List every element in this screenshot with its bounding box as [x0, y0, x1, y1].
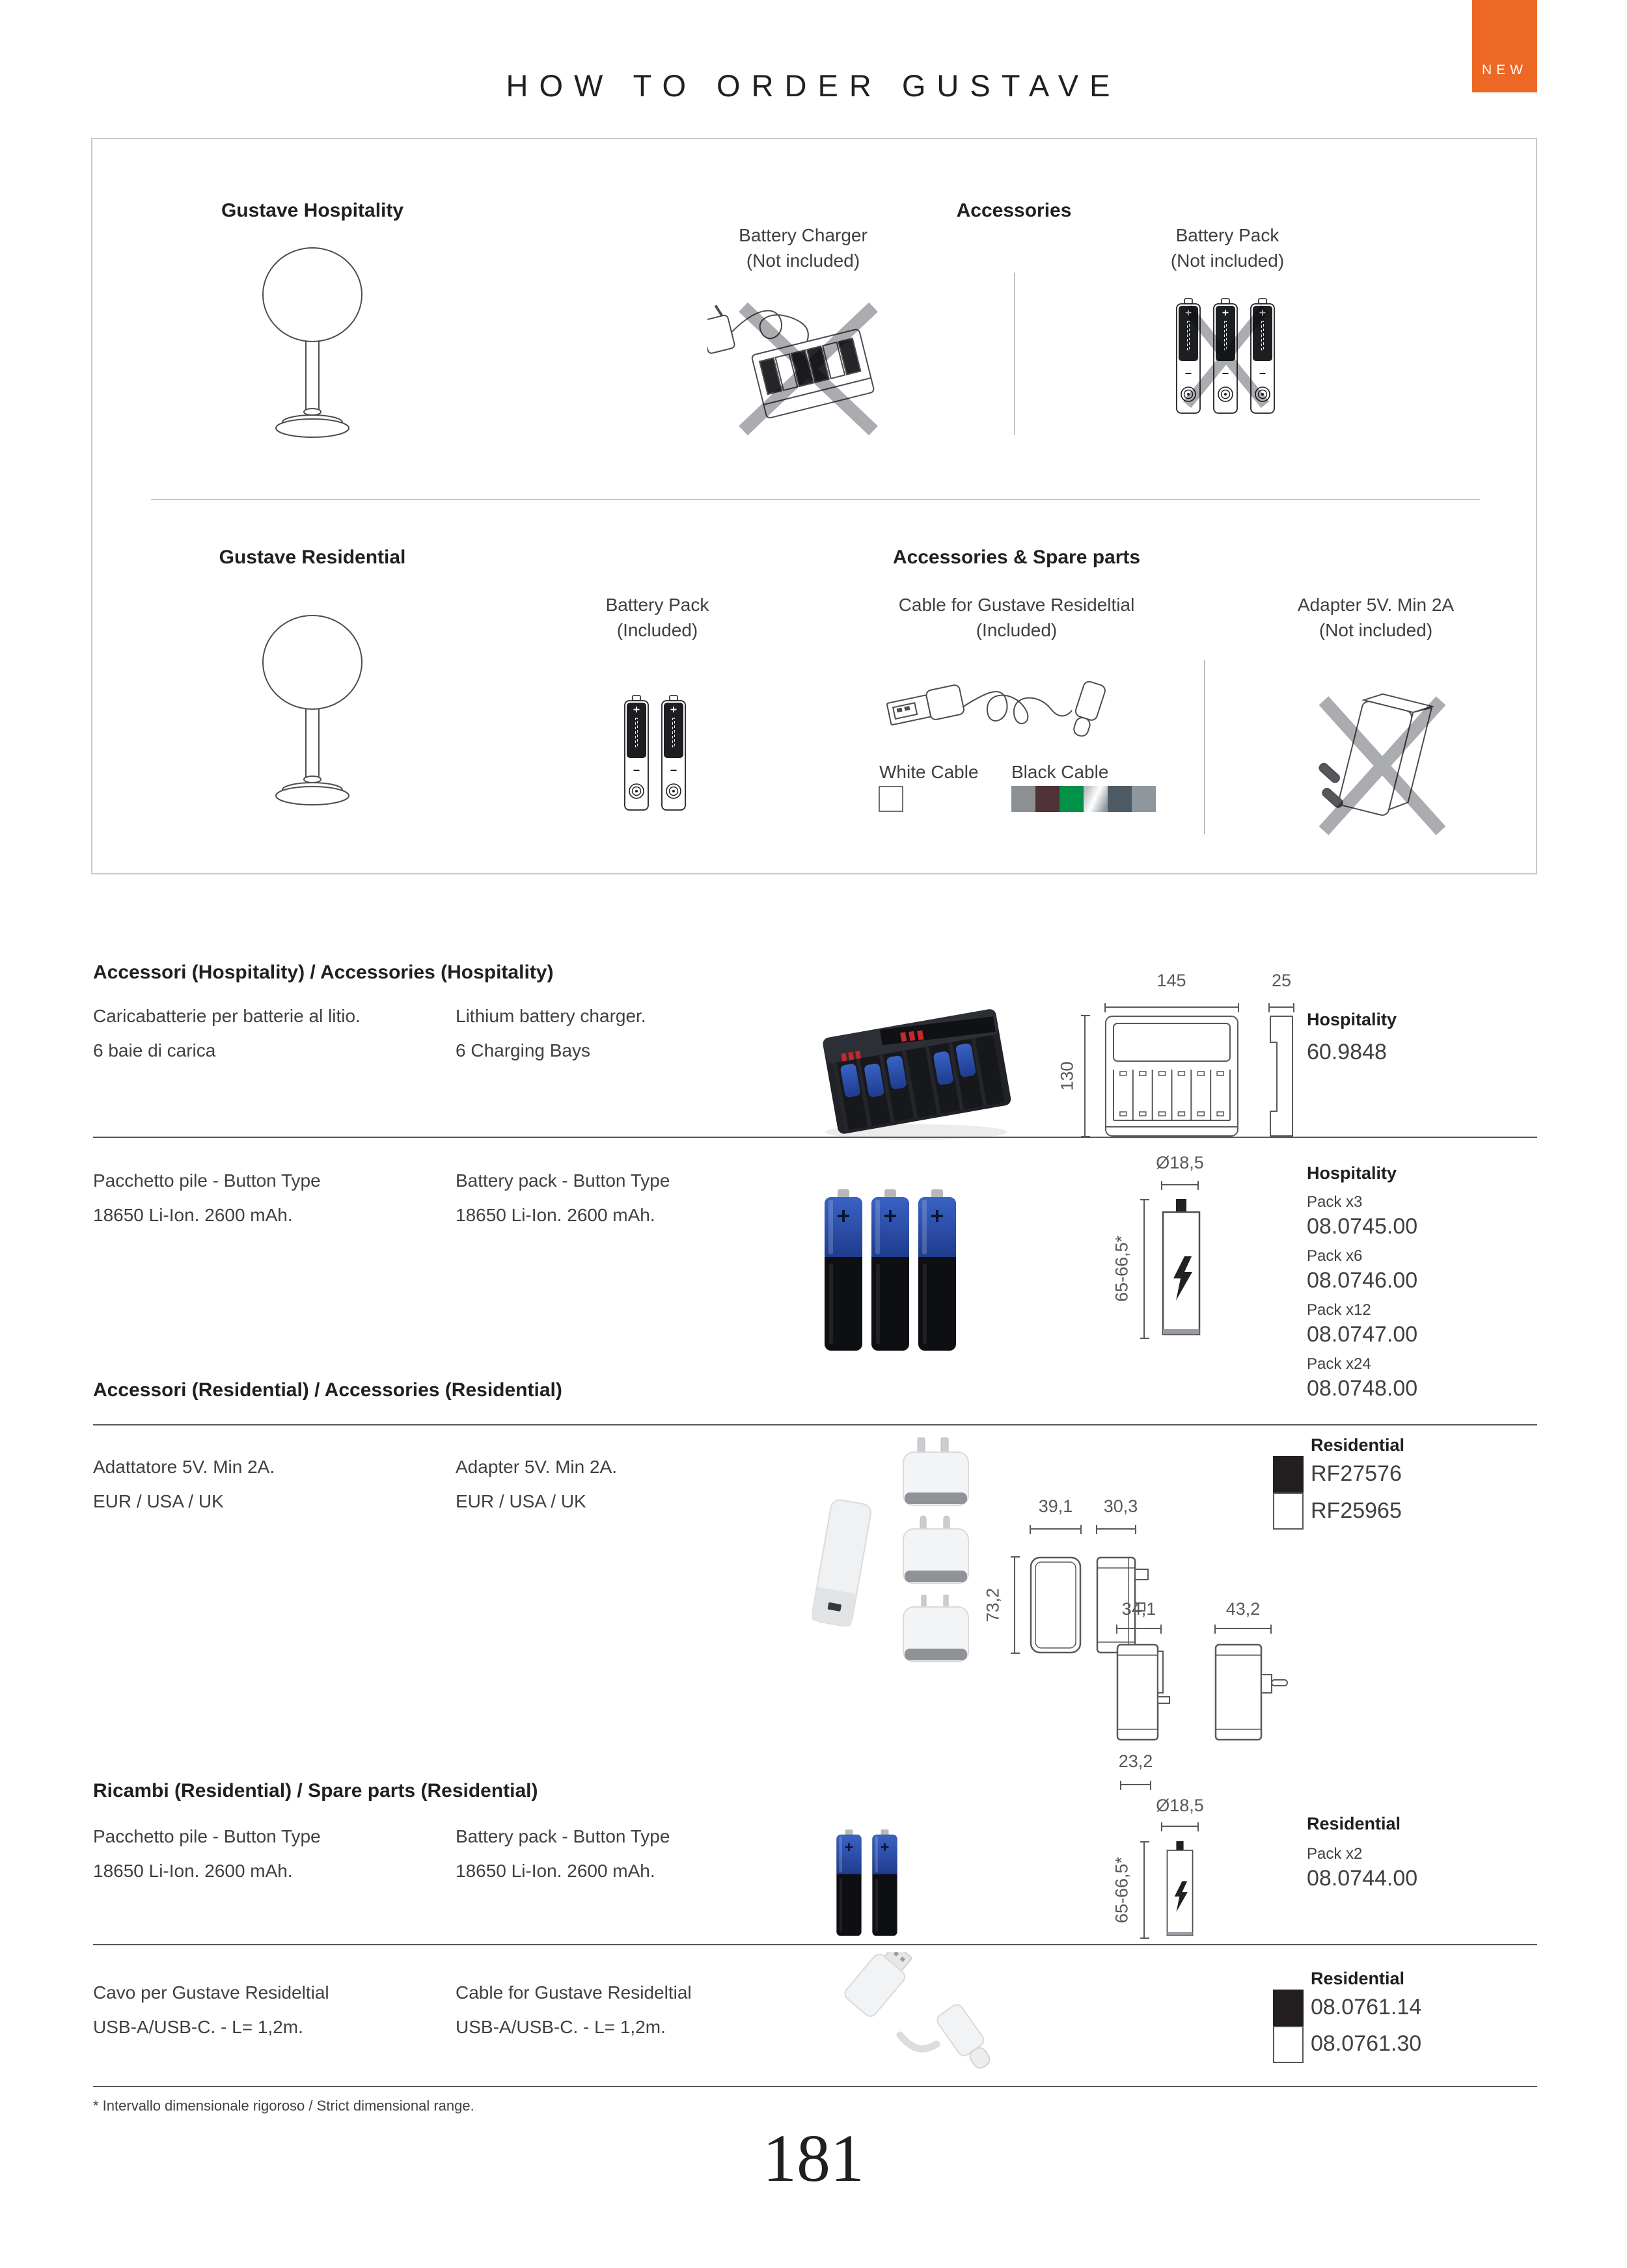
spare-battery-height-dimline	[1143, 1841, 1145, 1939]
battery-pack-na-drawing	[1173, 294, 1280, 418]
adapter-black-swatch	[1273, 1456, 1304, 1492]
spare-battery-diameter-dimline	[1161, 1826, 1199, 1827]
adapter-caption-note: (Not included)	[1319, 620, 1433, 640]
spare-battery-brand-label: Residential	[1307, 1814, 1401, 1833]
charger-photo	[809, 984, 1024, 1150]
adapter-row-english: Adapter 5V. Min 2A. EUR / USA / UK	[456, 1457, 618, 1511]
adapter-us-depth-dimline	[1120, 1784, 1151, 1785]
pack-x2-code: 08.0744.00	[1307, 1866, 1418, 1891]
adapter-us-width-dimline	[1116, 1628, 1162, 1629]
pack-x2-label: Pack x2	[1307, 1845, 1363, 1863]
adapter-us-depth-dim: 23,2	[1118, 1751, 1153, 1771]
pack-x12-label: Pack x12	[1307, 1301, 1371, 1319]
adapter-white-code: RF25965	[1311, 1498, 1402, 1523]
adapter-front-width-dimline	[1030, 1528, 1082, 1530]
black-cable-label: Black Cable	[1011, 762, 1109, 782]
charger-height-dimline	[1084, 1015, 1086, 1137]
cable-white-code: 08.0761.30	[1311, 2031, 1422, 2056]
adapter-front-width-dim: 39,1	[1038, 1496, 1073, 1516]
usb-cable-drawing	[883, 652, 1156, 763]
cable-caption	[899, 592, 1135, 643]
battery-height-dim: 65-66,5*	[1112, 1235, 1132, 1303]
adapter-drawing	[1285, 675, 1460, 844]
cable-caption-note: (Included)	[976, 620, 1058, 640]
battery-pack-photo-x3	[823, 1189, 957, 1352]
pack-x12-code: 08.0747.00	[1307, 1322, 1418, 1347]
battery-pack-na-caption	[1171, 223, 1284, 273]
pack-x24-code: 08.0748.00	[1307, 1376, 1418, 1401]
overview-residential-title: Gustave Residential	[219, 547, 406, 568]
adapter-black-code: RF27576	[1311, 1461, 1402, 1486]
adapter-eu-width-dimline	[1214, 1628, 1272, 1629]
charger-code: 60.9848	[1307, 1040, 1387, 1064]
adapter-photo	[806, 1437, 988, 1684]
charger-height-dim: 130	[1057, 1061, 1077, 1091]
footnote-separator	[93, 2086, 1537, 2087]
cable-white-swatch	[1273, 2026, 1304, 2063]
battery-pack-inc-caption	[606, 592, 709, 643]
row-separator	[93, 1137, 1537, 1138]
charger-depth-dim: 25	[1271, 971, 1292, 990]
adapter-front-view	[1030, 1556, 1082, 1654]
adapter-caption-name: Adapter 5V. Min 2A	[1297, 595, 1455, 615]
overview-box	[91, 138, 1537, 874]
cable-black-swatch	[1273, 1990, 1304, 2026]
charger-caption	[739, 223, 868, 273]
battery-pack-photo-x2	[836, 1829, 901, 1937]
footnote: * Intervallo dimensionale rigoroso / Strict dimensional range.	[93, 2098, 474, 2114]
charger-depth-dimline	[1268, 1006, 1294, 1008]
white-cable-label: White Cable	[879, 762, 979, 782]
black-cable-swatch	[1011, 786, 1156, 812]
adapter-eu-side-view	[1214, 1643, 1289, 1741]
new-badge: NEW	[1472, 0, 1537, 92]
adapter-us-width-dim: 34,1	[1121, 1599, 1156, 1619]
spare-battery-row-italian: Pacchetto pile - Button Type 18650 Li-Ion. 2600 mAh.	[93, 1826, 321, 1881]
page-title: HOW TO ORDER GUSTAVE	[506, 68, 1121, 103]
cable-photo	[809, 1952, 1024, 2079]
overview-mid-rule	[151, 499, 1480, 500]
adapter-height-dim: 73,2	[983, 1587, 1003, 1623]
overview-accessories-title: Accessories	[956, 200, 1072, 221]
adapter-brand-label: Residential	[1311, 1435, 1405, 1455]
charger-width-dimline	[1104, 1006, 1239, 1008]
overview-upper-divider	[1014, 273, 1015, 435]
adapter-row-italian: Adattatore 5V. Min 2A. EUR / USA / UK	[93, 1457, 275, 1511]
spare-battery-technical-drawing	[1163, 1841, 1197, 1939]
adapter-white-swatch	[1273, 1492, 1304, 1530]
spare-battery-diameter-dim: Ø18,5	[1156, 1796, 1204, 1815]
pack-x3-label: Pack x3	[1307, 1193, 1363, 1211]
row-separator	[93, 1424, 1537, 1425]
battery-pack-na-name: Battery Pack	[1175, 225, 1279, 245]
adapter-side-width-dim: 30,3	[1103, 1496, 1138, 1516]
overview-hospitality-title: Gustave Hospitality	[221, 200, 404, 221]
adapter-us-side-view	[1116, 1643, 1173, 1741]
battery-row-english: Battery pack - Button Type 18650 Li-Ion. 2600 mAh.	[456, 1170, 670, 1225]
battery-pack-inc-drawing	[623, 691, 688, 815]
adapter-caption	[1298, 592, 1454, 643]
charger-row-italian: Caricabatterie per batterie al litio. 6 baie di carica	[93, 1006, 361, 1060]
battery-diameter-dim: Ø18,5	[1156, 1153, 1204, 1172]
cable-row-english: Cable for Gustave Resideltial USB-A/USB-C. - L= 1,2m.	[456, 1982, 692, 2037]
hospitality-section-heading: Accessori (Hospitality) / Accessories (Hospitality)	[93, 962, 554, 983]
cable-caption-name: Cable for Gustave Resideltial	[898, 595, 1135, 615]
gustave-hospitality-lamp-drawing	[241, 245, 384, 447]
charger-row-english: Lithium battery charger. 6 Charging Bays	[456, 1006, 646, 1060]
adapter-side-width-dimline	[1096, 1528, 1136, 1530]
battery-brand-label: Hospitality	[1307, 1163, 1397, 1183]
cable-brand-label: Residential	[1311, 1969, 1405, 1988]
battery-pack-na-note: (Not included)	[1170, 250, 1285, 271]
row-separator	[93, 1944, 1537, 1945]
pack-x3-code: 08.0745.00	[1307, 1214, 1418, 1239]
adapter-eu-width-dim: 43,2	[1225, 1599, 1261, 1619]
battery-pack-inc-note: (Included)	[616, 620, 698, 640]
charger-brand-label: Hospitality	[1307, 1010, 1397, 1029]
battery-row-italian: Pacchetto pile - Button Type 18650 Li-Ion. 2600 mAh.	[93, 1170, 321, 1225]
charger-width-dim: 145	[1156, 971, 1186, 990]
charger-side-view	[1268, 1015, 1294, 1137]
cable-row-italian: Cavo per Gustave Resideltial USB-A/USB-C. - L= 1,2m.	[93, 1982, 329, 2037]
charger-caption-note: (Not included)	[746, 250, 860, 271]
adapter-height-dimline	[1014, 1556, 1015, 1654]
battery-technical-drawing	[1161, 1199, 1201, 1339]
cable-black-code: 08.0761.14	[1311, 1995, 1422, 2019]
battery-diameter-dimline	[1161, 1184, 1199, 1185]
pack-x24-label: Pack x24	[1307, 1355, 1371, 1373]
charger-caption-name: Battery Charger	[739, 225, 868, 245]
residential-section-heading: Accessori (Residential) / Accessories (Residential)	[93, 1379, 562, 1401]
battery-pack-inc-name: Battery Pack	[605, 595, 709, 615]
white-cable-swatch	[879, 786, 903, 812]
pack-x6-code: 08.0746.00	[1307, 1268, 1418, 1293]
pack-x6-label: Pack x6	[1307, 1247, 1363, 1265]
page-number: 181	[763, 2121, 864, 2196]
spare-battery-height-dim: 65-66,5*	[1112, 1856, 1132, 1924]
spare-section-heading: Ricambi (Residential) / Spare parts (Residential)	[93, 1780, 538, 1802]
battery-height-dimline	[1143, 1199, 1145, 1339]
gustave-residential-lamp-drawing	[241, 613, 384, 815]
battery-charger-drawing	[707, 278, 896, 440]
charger-front-view	[1104, 1015, 1239, 1137]
overview-spare-title: Accessories & Spare parts	[892, 547, 1141, 568]
overview-lower-divider	[1204, 660, 1205, 834]
spare-battery-row-english: Battery pack - Button Type 18650 Li-Ion. 2600 mAh.	[456, 1826, 670, 1881]
